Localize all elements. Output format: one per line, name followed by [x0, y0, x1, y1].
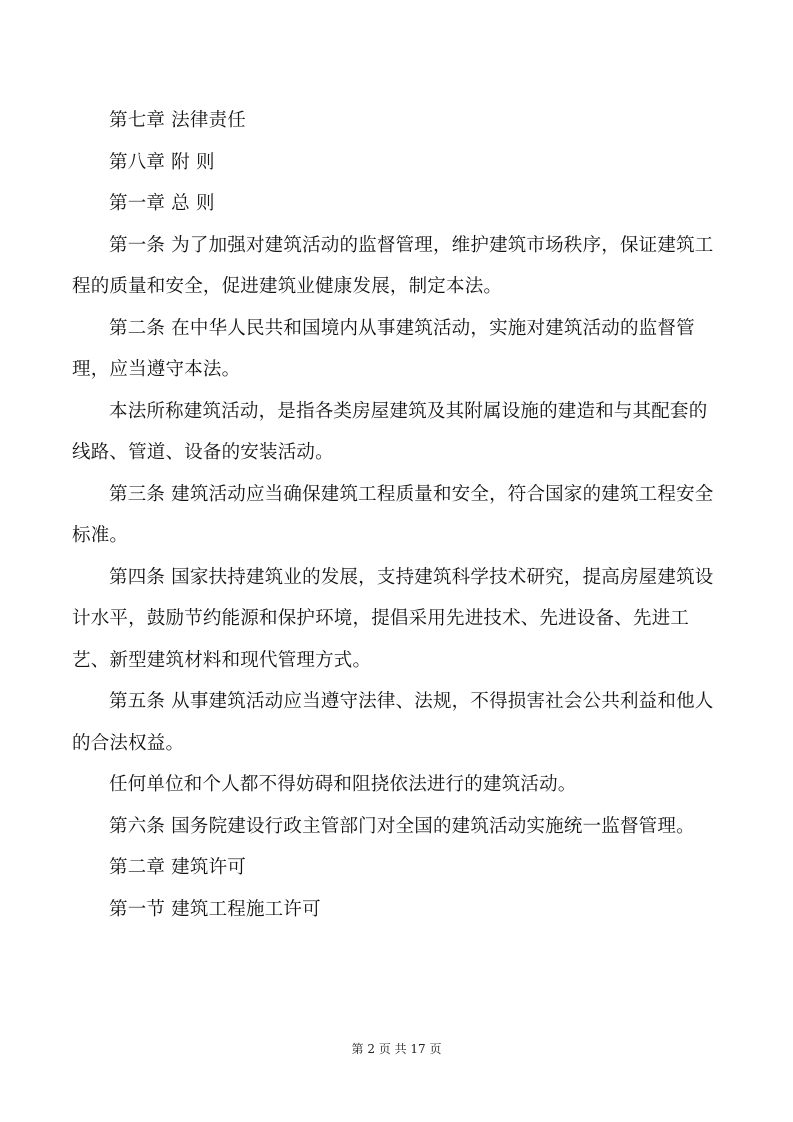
heading-chapter-8: 第八章 附 则 [109, 151, 215, 173]
article-6: 第六条 国务院建设行政主管部门对全国的建筑活动实施统一监督管理。 [109, 815, 695, 837]
page-footer: 第 2 页 共 17 页 [351, 1042, 442, 1056]
article-3: 第三条 建筑活动应当确保建筑工程质量和安全，符合国家的建筑工程安全标准。 [72, 483, 714, 546]
article-4: 第四条 国家扶持建筑业的发展，支持建筑科学技术研究，提高房屋建筑设计水平，鼓励节约能源和保护环境，提倡采用先进技术、先进设备、先进工艺、新型建筑材料和现代管理方式。 [72, 566, 714, 671]
article-5: 第五条 从事建筑活动应当遵守法律、法规，不得损害社会公共利益和他人的合法权益。 [72, 691, 714, 754]
heading-chapter-1: 第一章 总 则 [109, 193, 215, 214]
article-2: 第二条 在中华人民共和国境内从事建筑活动，实施对建筑活动的监督管理，应当遵守本法。 [72, 317, 695, 380]
document-body [72, 100, 722, 930]
article-2-definition: 本法所称建筑活动，是指各类房屋建筑及其附属设施的建造和与其配套的线路、管道、设备的安装活动。 [72, 400, 708, 463]
article-5-paragraph-2: 任何单位和个人都不得妨碍和阻挠依法进行的建筑活动。 [109, 774, 577, 795]
heading-chapter-7: 第七章 法律责任 [109, 110, 246, 131]
article-1: 第一条 为了加强对建筑活动的监督管理，维护建筑市场秩序，保证建筑工程的质量和安全，促进建筑业健康发展，制定本法。 [72, 234, 714, 297]
heading-section-1: 第一节 建筑工程施工许可 [109, 898, 321, 920]
heading-chapter-2: 第二章 建筑许可 [109, 857, 246, 878]
